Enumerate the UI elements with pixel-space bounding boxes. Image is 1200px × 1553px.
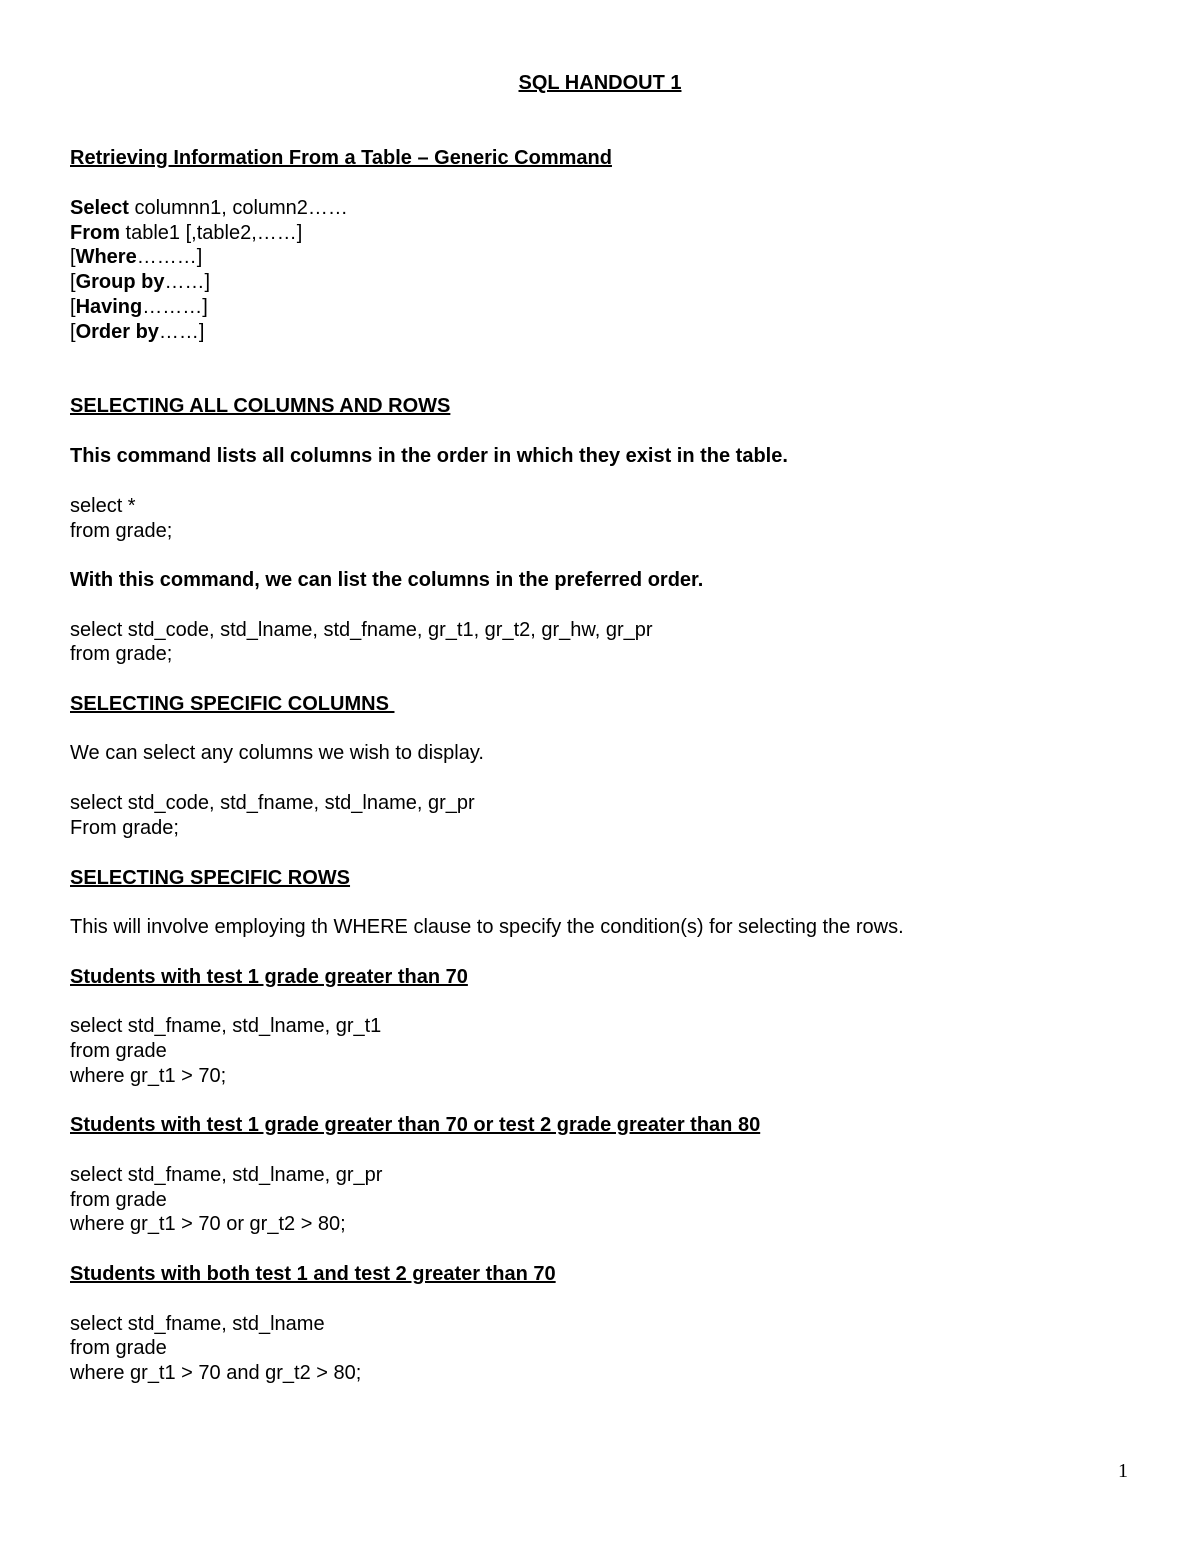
code-line: select std_code, std_lname, std_fname, gr_t1, gr_t2, gr_hw, gr_pr	[70, 619, 653, 641]
code-line: from grade;	[70, 520, 173, 542]
keyword-where: Where	[75, 246, 137, 268]
keyword-select: Select	[70, 197, 129, 219]
keyword-from: From	[70, 222, 120, 244]
code-line: where gr_t1 > 70 and gr_t2 > 80;	[70, 1362, 362, 1384]
specific-rows-heading: SELECTING SPECIFIC ROWS	[70, 867, 351, 889]
example-heading: Students with test 1 grade greater than 70 or test 2 grade greater than 80	[70, 1114, 761, 1136]
code-line: select *	[70, 495, 136, 517]
code-line: select std_code, std_fname, std_lname, gr_pr	[70, 792, 475, 814]
bracket-open: [	[70, 296, 76, 318]
syntax-orderby-line	[70, 320, 204, 344]
code-line: select std_fname, std_lname, gr_pr	[70, 1164, 383, 1186]
all-columns-heading: SELECTING ALL COLUMNS AND ROWS	[70, 395, 451, 417]
specific-columns-heading: SELECTING SPECIFIC COLUMNS	[70, 693, 395, 715]
example-heading: Students with test 1 grade greater than 70	[70, 966, 468, 988]
bracket-open: [	[70, 321, 76, 343]
keyword-having: Having	[75, 296, 143, 318]
code-line: from grade;	[70, 643, 173, 665]
bracket-open: [	[70, 246, 76, 268]
syntax-having-args: ………]	[142, 296, 208, 318]
syntax-having-line	[70, 295, 208, 319]
code-line: from grade	[70, 1189, 167, 1211]
example-heading: Students with both test 1 and test 2 greater than 70	[70, 1263, 556, 1285]
keyword-order-by: Order by	[75, 321, 159, 343]
syntax-from-line	[70, 221, 302, 245]
all-columns-description: This command lists all columns in the order in which they exist in the table.	[70, 445, 788, 467]
code-line: From grade;	[70, 817, 179, 839]
bracket-open: [	[70, 271, 76, 293]
code-line: from grade	[70, 1040, 167, 1062]
keyword-group-by: Group by	[75, 271, 165, 293]
syntax-groupby-args: ……]	[164, 271, 211, 293]
code-line: select std_fname, std_lname, gr_t1	[70, 1015, 382, 1037]
code-line: select std_fname, std_lname	[70, 1313, 325, 1335]
code-line: where gr_t1 > 70;	[70, 1065, 227, 1087]
generic-command-heading: Retrieving Information From a Table – Generic Command	[70, 147, 612, 169]
syntax-where-args: ………]	[136, 246, 203, 268]
syntax-where-line	[70, 245, 202, 269]
specific-columns-description: We can select any columns we wish to display.	[70, 742, 484, 764]
code-line: from grade	[70, 1337, 167, 1359]
code-line: where gr_t1 > 70 or gr_t2 > 80;	[70, 1213, 346, 1235]
page-number: 1	[1118, 1460, 1128, 1482]
syntax-from-args: table1 [,table2,……]	[120, 222, 303, 244]
specific-rows-description: This will involve employing th WHERE clause to specify the condition(s) for selecting the rows.	[70, 916, 904, 938]
syntax-select-args: columnn1, column2……	[128, 197, 348, 219]
syntax-orderby-args: ……]	[158, 321, 205, 343]
preferred-order-description: With this command, we can list the columns in the preferred order.	[70, 569, 704, 591]
syntax-select-line	[70, 196, 348, 220]
page-title: SQL HANDOUT 1	[518, 72, 682, 94]
syntax-groupby-line	[70, 270, 210, 294]
